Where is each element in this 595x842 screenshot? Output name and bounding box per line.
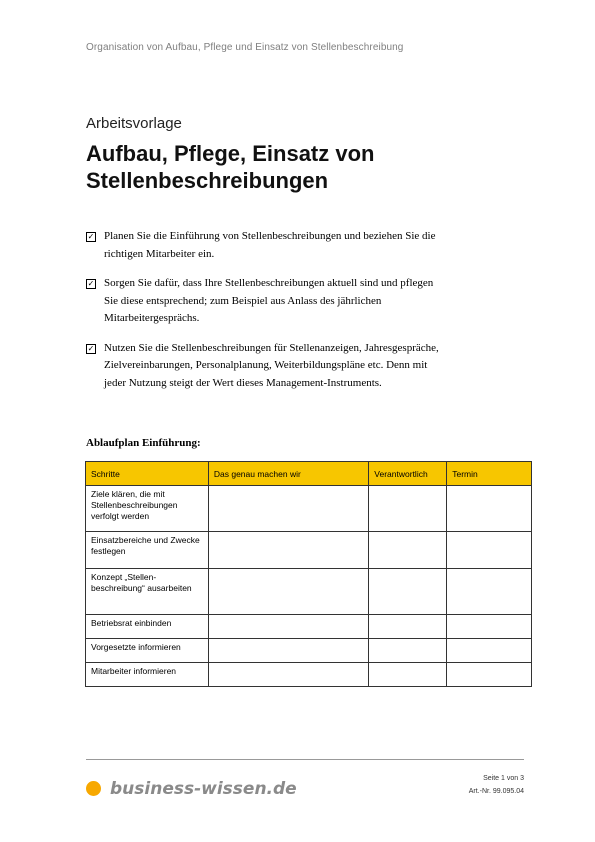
date-cell[interactable] xyxy=(447,615,532,639)
checklist xyxy=(86,228,446,404)
running-header: Organisation von Aufbau, Pflege und Einsatz von Stellenbeschreibung xyxy=(86,42,404,53)
responsible-cell[interactable] xyxy=(369,615,447,639)
checklist-item-text: Nutzen Sie die Stellenbeschreibungen für Stellenanzeigen, Jahresgespräche, Zielvereinbarungen, Personalplanung, Weiterbildungspläne etc. Denn mit jeder Nutzung steigt der Wert dieses Management-Instruments. xyxy=(104,341,439,389)
checklist-item xyxy=(86,228,446,263)
date-cell[interactable] xyxy=(447,486,532,532)
document-subtitle: Arbeitsvorlage xyxy=(86,115,182,132)
action-cell[interactable] xyxy=(208,569,368,615)
step-cell: Betriebsrat einbinden xyxy=(86,615,209,639)
checkbox-icon: ✓ xyxy=(87,279,95,288)
column-header: Das genau machen wir xyxy=(208,462,368,486)
step-cell: Mitarbeiter informieren xyxy=(86,663,209,687)
page-info xyxy=(469,772,524,798)
action-cell[interactable] xyxy=(208,532,368,569)
action-cell[interactable] xyxy=(208,639,368,663)
checkbox-icon: ✓ xyxy=(87,343,95,353)
date-cell[interactable] xyxy=(447,663,532,687)
table-row xyxy=(86,569,532,615)
responsible-cell[interactable] xyxy=(369,569,447,615)
table-row xyxy=(86,615,532,639)
checklist-item-text: Sorgen Sie dafür, dass Ihre Stellenbeschreibungen aktuell sind und pflegen Sie diese entsprechend; zum Beispiel aus Anlass des jährlichen Mitarbeitergesprächs. xyxy=(104,277,434,324)
checklist-item-text: Planen Sie die Einführung von Stellenbeschreibungen und beziehen Sie die richtigen Mitarbeiter ein. xyxy=(104,230,436,260)
section-title: Ablaufplan Einführung: xyxy=(86,437,201,449)
date-cell[interactable] xyxy=(447,639,532,663)
step-cell: Vorgesetzte informieren xyxy=(86,639,209,663)
responsible-cell[interactable] xyxy=(369,639,447,663)
logo-text: business-wissen.de xyxy=(110,779,297,799)
plan-table xyxy=(85,461,532,687)
table-row xyxy=(86,532,532,569)
checklist-item xyxy=(86,275,446,328)
step-cell: Einsatzbereiche und Zwecke festlegen xyxy=(86,532,209,569)
table-header-row xyxy=(86,462,532,486)
date-cell[interactable] xyxy=(447,532,532,569)
table-row xyxy=(86,486,532,532)
page-number: Seite 1 von 3 xyxy=(483,775,524,782)
article-number: Art.-Nr. 99.095.04 xyxy=(468,788,524,795)
action-cell[interactable] xyxy=(208,486,368,532)
table-row xyxy=(86,639,532,663)
step-cell: Ziele klären, die mit Stellenbeschreibungen verfolgt werden xyxy=(86,486,209,532)
column-header: Schritte xyxy=(86,462,209,486)
action-cell[interactable] xyxy=(208,615,368,639)
action-cell[interactable] xyxy=(208,663,368,687)
footer-divider xyxy=(86,759,524,760)
responsible-cell[interactable] xyxy=(369,486,447,532)
responsible-cell[interactable] xyxy=(369,663,447,687)
checkbox-icon: ✓ xyxy=(87,232,95,241)
column-header: Verantwortlich xyxy=(369,462,447,486)
logo-dot-icon xyxy=(86,781,101,796)
responsible-cell[interactable] xyxy=(369,532,447,569)
step-cell: Konzept „Stellen-beschreibung“ ausarbeiten xyxy=(86,569,209,615)
column-header: Termin xyxy=(447,462,532,486)
date-cell[interactable] xyxy=(447,569,532,615)
document-title: Aufbau, Pflege, Einsatz von Stellenbeschreibungen xyxy=(86,141,375,193)
checklist-item xyxy=(86,340,446,393)
table-row xyxy=(86,663,532,687)
